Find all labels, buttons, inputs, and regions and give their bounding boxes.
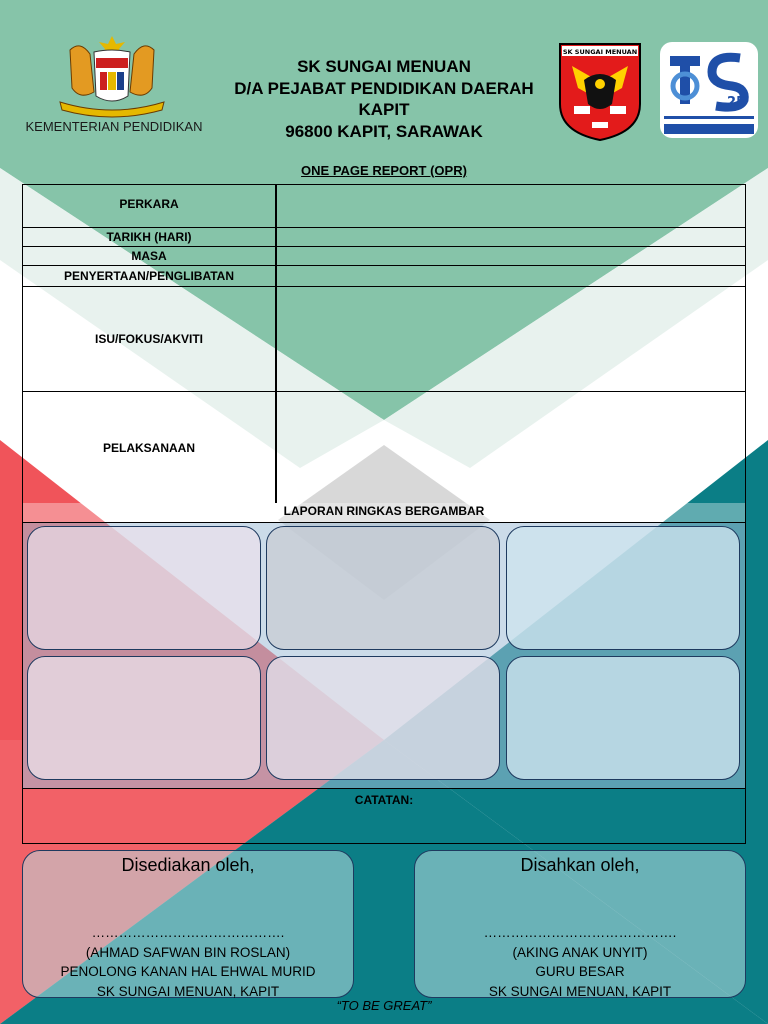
approved-signature-line: …………………………………….: [483, 925, 677, 940]
field-tarikh[interactable]: [277, 228, 745, 246]
approved-by-heading: Disahkan oleh,: [520, 855, 640, 875]
label-perkara: PERKARA: [23, 185, 277, 227]
form-row-isu: [23, 287, 745, 392]
approved-position: GURU BESAR: [535, 964, 625, 979]
notes-row[interactable]: [23, 789, 745, 843]
prepared-name: (AHMAD SAFWAN BIN ROSLAN): [85, 944, 291, 960]
field-penyertaan[interactable]: [277, 266, 745, 286]
school-logo-text: SK SUNGAI MENUAN: [562, 48, 638, 56]
label-isu: ISU/FOKUS/AKVITI: [23, 287, 277, 391]
field-pelaksanaan[interactable]: [277, 392, 745, 503]
photo-slot-5[interactable]: [266, 656, 500, 780]
label-penyertaan: PENYERTAAN/PENGLIBATAN: [23, 266, 277, 286]
prepared-signature-line: …………………………………….: [91, 925, 285, 940]
approved-school: SK SUNGAI MENUAN, KAPIT: [488, 983, 672, 999]
tss-logo-number: 25: [726, 95, 746, 110]
field-perkara[interactable]: [277, 185, 745, 227]
signature-box-approved: [414, 850, 746, 998]
photo-slot-6[interactable]: [506, 656, 740, 780]
form-row-penyertaan: [23, 266, 745, 287]
ministry-name: KEMENTERIAN PENDIDIKAN: [25, 119, 203, 134]
prepared-position: PENOLONG KANAN HAL EHWAL MURID: [60, 964, 316, 979]
school-name: SK SUNGAI MENUAN: [297, 57, 471, 76]
school-address-block: [224, 56, 544, 142]
report-form: [22, 184, 746, 844]
school-postcode: 96800 KAPIT, SARAWAK: [285, 121, 483, 141]
school-office: D/A PEJABAT PENDIDIKAN DAERAH: [234, 78, 534, 98]
photo-slot-2[interactable]: [266, 526, 500, 650]
form-row-masa: [23, 247, 745, 266]
approved-by-details: [415, 923, 745, 1001]
photo-slot-3[interactable]: [506, 526, 740, 650]
label-pelaksanaan: PELAKSANAAN: [23, 392, 277, 503]
form-row-perkara: [23, 185, 745, 228]
ministry-crest-logo: [50, 30, 174, 120]
prepared-by-heading: Disediakan oleh,: [121, 855, 255, 875]
photo-grid: [23, 523, 745, 789]
field-masa[interactable]: [277, 247, 745, 265]
school-motto: “TO BE GREAT”: [336, 998, 432, 1013]
photo-slot-1[interactable]: [27, 526, 261, 650]
prepared-by-details: [23, 923, 353, 1001]
label-tarikh: TARIKH (HARI): [23, 228, 277, 246]
photo-section-label: LAPORAN RINGKAS BERGAMBAR: [23, 503, 745, 523]
form-row-tarikh: [23, 228, 745, 247]
school-district: KAPIT: [358, 100, 410, 119]
report-title: ONE PAGE REPORT (OPR): [301, 163, 467, 178]
approved-name: (AKING ANAK UNYIT): [512, 944, 648, 960]
photo-slot-4[interactable]: [27, 656, 261, 780]
prepared-school: SK SUNGAI MENUAN, KAPIT: [96, 983, 280, 999]
notes-label: CATATAN:: [354, 793, 414, 807]
label-masa: MASA: [23, 247, 277, 265]
school-shield-logo: [558, 42, 642, 142]
signature-box-prepared: [22, 850, 354, 998]
tss-program-logo: [660, 42, 758, 138]
form-row-pelaksanaan: [23, 392, 745, 503]
field-isu[interactable]: [277, 287, 745, 391]
